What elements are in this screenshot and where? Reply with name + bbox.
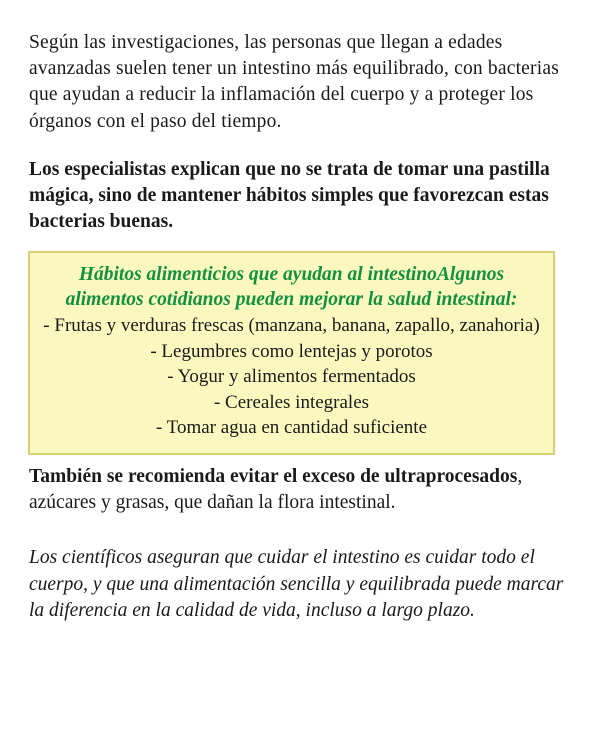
emphasis-paragraph: Los especialistas explican que no se trata de tomar una pastilla mágica, sino de mantener hábitos simples que favorezcan estas bacterias buenas. bbox=[29, 158, 550, 233]
list-item: - Yogur y alimentos fermentados bbox=[167, 366, 416, 388]
recommendation-paragraph bbox=[29, 464, 572, 516]
list-item: - Cereales integrales bbox=[213, 391, 370, 413]
closing-paragraph: Los científicos aseguran que cuidar el intestino es cuidar todo el cuerpo, y que una alimentación sencilla y equilibrada puede marcar la diferencia en la calidad de vida, incluso a largo plazo. bbox=[29, 547, 564, 621]
list-item: - Frutas y verduras frescas (manzana, banana, zapallo, zanahoria) bbox=[43, 315, 540, 337]
tips-callout-box bbox=[28, 251, 555, 455]
intro-paragraph: Según las investigaciones, las personas que llegan a edades avanzadas suelen tener un intestino más equilibrado, con bacterias que ayudan a reducir la inflamación del cuerpo y a proteger los órganos con el paso del tiempo. bbox=[29, 32, 559, 132]
recommendation-bold-text: También se recomienda evitar el exceso de ultraprocesados bbox=[29, 465, 518, 487]
list-item: - Legumbres como lentejas y porotos bbox=[150, 340, 433, 362]
callout-list bbox=[42, 313, 541, 441]
callout-heading: Hábitos alimenticios que ayudan al intestinoAlgunos alimentos cotidianos pueden mejorar la salud intestinal: bbox=[65, 264, 518, 310]
list-item: - Tomar agua en cantidad suficiente bbox=[155, 417, 428, 439]
recommendation-rest-text: , azúcares y grasas, que dañan la flora intestinal. bbox=[29, 465, 523, 514]
